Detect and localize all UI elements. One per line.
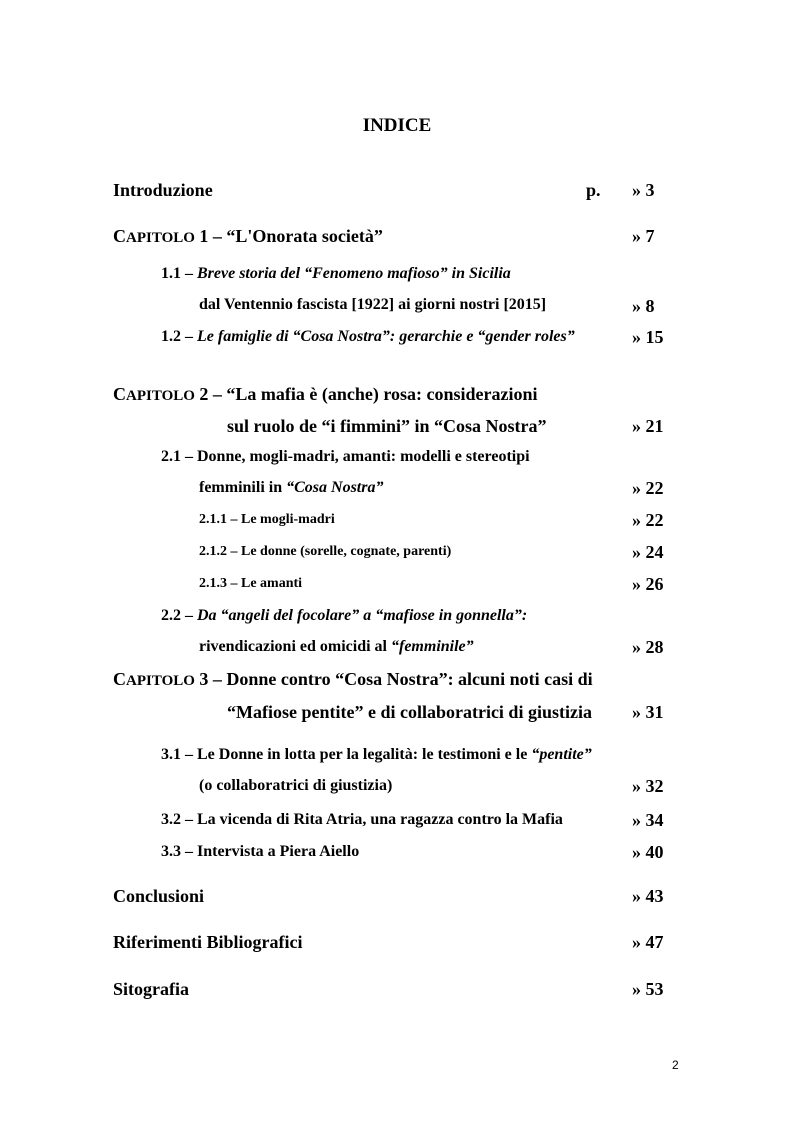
toc-section-3-1-line2[interactable]: (o collaboratrici di giustizia)	[199, 777, 393, 794]
toc-page-section-3-2: » 34	[632, 810, 664, 830]
toc-section-1-2[interactable]	[161, 328, 575, 346]
toc-section-2-2[interactable]	[161, 607, 527, 625]
toc-capitolo-2-line2[interactable]: sul ruolo de “i fimmini” in “Cosa Nostra”	[227, 416, 547, 436]
section-title: Da “angeli del focolare” a “mafiose in gonnella”:	[197, 607, 528, 624]
toc-page-capitolo-3: » 31	[632, 702, 664, 722]
toc-riferimenti-bibliografici[interactable]: Riferimenti Bibliografici	[113, 932, 303, 952]
toc-capitolo-3-line2[interactable]: “Mafiose pentite” e di collaboratrici di giustizia	[227, 702, 592, 722]
section-line-text: 3.1 – Le Donne in lotta per la legalità: le testimoni e le	[161, 746, 532, 763]
toc-page-section-3-1: » 32	[632, 776, 664, 796]
section-number: 1.2 –	[161, 328, 197, 345]
toc-section-2-1-line2[interactable]	[199, 479, 383, 497]
toc-section-2-1-1[interactable]: 2.1.1 – Le mogli-madri	[199, 512, 335, 527]
toc-capitolo-2[interactable]	[113, 384, 538, 405]
toc-page-section-2-1-1: » 22	[632, 510, 664, 530]
toc-section-3-3[interactable]: 3.3 – Intervista a Piera Aiello	[161, 843, 360, 860]
toc-page-capitolo-2: » 21	[632, 416, 664, 436]
section-line-text: femminili in	[199, 479, 287, 496]
toc-page-section-2-2: » 28	[632, 637, 664, 657]
toc-section-2-1[interactable]: 2.1 – Donne, mogli-madri, amanti: modelli e stereotipi	[161, 448, 530, 465]
chapter-number: 2 –	[194, 384, 227, 404]
chapter-prefix-initial: C	[113, 669, 126, 689]
toc-page-section-2-1-2: » 24	[632, 542, 664, 562]
toc-section-1-1-line2[interactable]: dal Ventennio fascista [1922] ai giorni nostri [2015]	[199, 296, 547, 313]
page-number: 2	[672, 1058, 679, 1072]
toc-page-section-1-2: » 15	[632, 327, 664, 347]
toc-section-1-1[interactable]	[161, 265, 511, 283]
chapter-title: “L'Onorata società”	[226, 226, 383, 246]
toc-sitografia[interactable]: Sitografia	[113, 979, 189, 999]
toc-section-3-2[interactable]: 3.2 – La vicenda di Rita Atria, una ragazza contro la Mafia	[161, 811, 563, 828]
toc-section-2-2-line2[interactable]	[199, 638, 474, 656]
chapter-number: 3 –	[194, 669, 227, 689]
section-line-text: rivendicazioni ed omicidi al	[199, 638, 391, 655]
toc-page-conclusioni: » 43	[632, 886, 664, 906]
section-line-italic: “Cosa Nostra”	[286, 479, 384, 496]
page-title: INDICE	[362, 115, 432, 136]
page-abbrev: p.	[586, 180, 601, 200]
toc-page-section-2-1-3: » 26	[632, 574, 664, 594]
chapter-prefix-rest: APITOLO	[126, 388, 195, 404]
section-number: 1.1 –	[161, 265, 197, 282]
toc-introduzione[interactable]: Introduzione	[113, 180, 213, 200]
toc-capitolo-3[interactable]	[113, 669, 593, 690]
toc-capitolo-1[interactable]	[113, 226, 383, 247]
toc-page-capitolo-1: » 7	[632, 226, 655, 246]
chapter-title: Donne contro “Cosa Nostra”: alcuni noti casi di	[226, 669, 593, 689]
chapter-prefix-initial: C	[113, 384, 126, 404]
chapter-number: 1 –	[194, 226, 227, 246]
toc-page-section-3-3: » 40	[632, 842, 664, 862]
toc-section-2-1-2[interactable]: 2.1.2 – Le donne (sorelle, cognate, parenti)	[199, 544, 452, 559]
section-line-italic: “pentite”	[531, 746, 592, 763]
toc-conclusioni[interactable]: Conclusioni	[113, 886, 205, 906]
toc-page-introduzione: » 3	[632, 180, 655, 200]
section-title: Breve storia del “Fenomeno mafioso” in Sicilia	[197, 265, 511, 282]
section-title: Le famiglie di “Cosa Nostra”: gerarchie e “gender roles”	[197, 328, 575, 345]
chapter-prefix-initial: C	[113, 226, 126, 246]
toc-page-sitografia: » 53	[632, 979, 664, 999]
section-line-italic: “femminile”	[391, 638, 474, 655]
toc-page-section-2-1: » 22	[632, 478, 664, 498]
chapter-prefix-rest: APITOLO	[126, 230, 195, 246]
chapter-prefix-rest: APITOLO	[126, 673, 195, 689]
toc-section-3-1[interactable]	[161, 746, 592, 764]
section-number: 2.2 –	[161, 607, 197, 624]
toc-section-2-1-3[interactable]: 2.1.3 – Le amanti	[199, 576, 303, 591]
toc-page-section-1-1: » 8	[632, 296, 655, 316]
chapter-title: “La mafia è (anche) rosa: considerazioni	[226, 384, 538, 404]
toc-page-riferimenti: » 47	[632, 932, 664, 952]
